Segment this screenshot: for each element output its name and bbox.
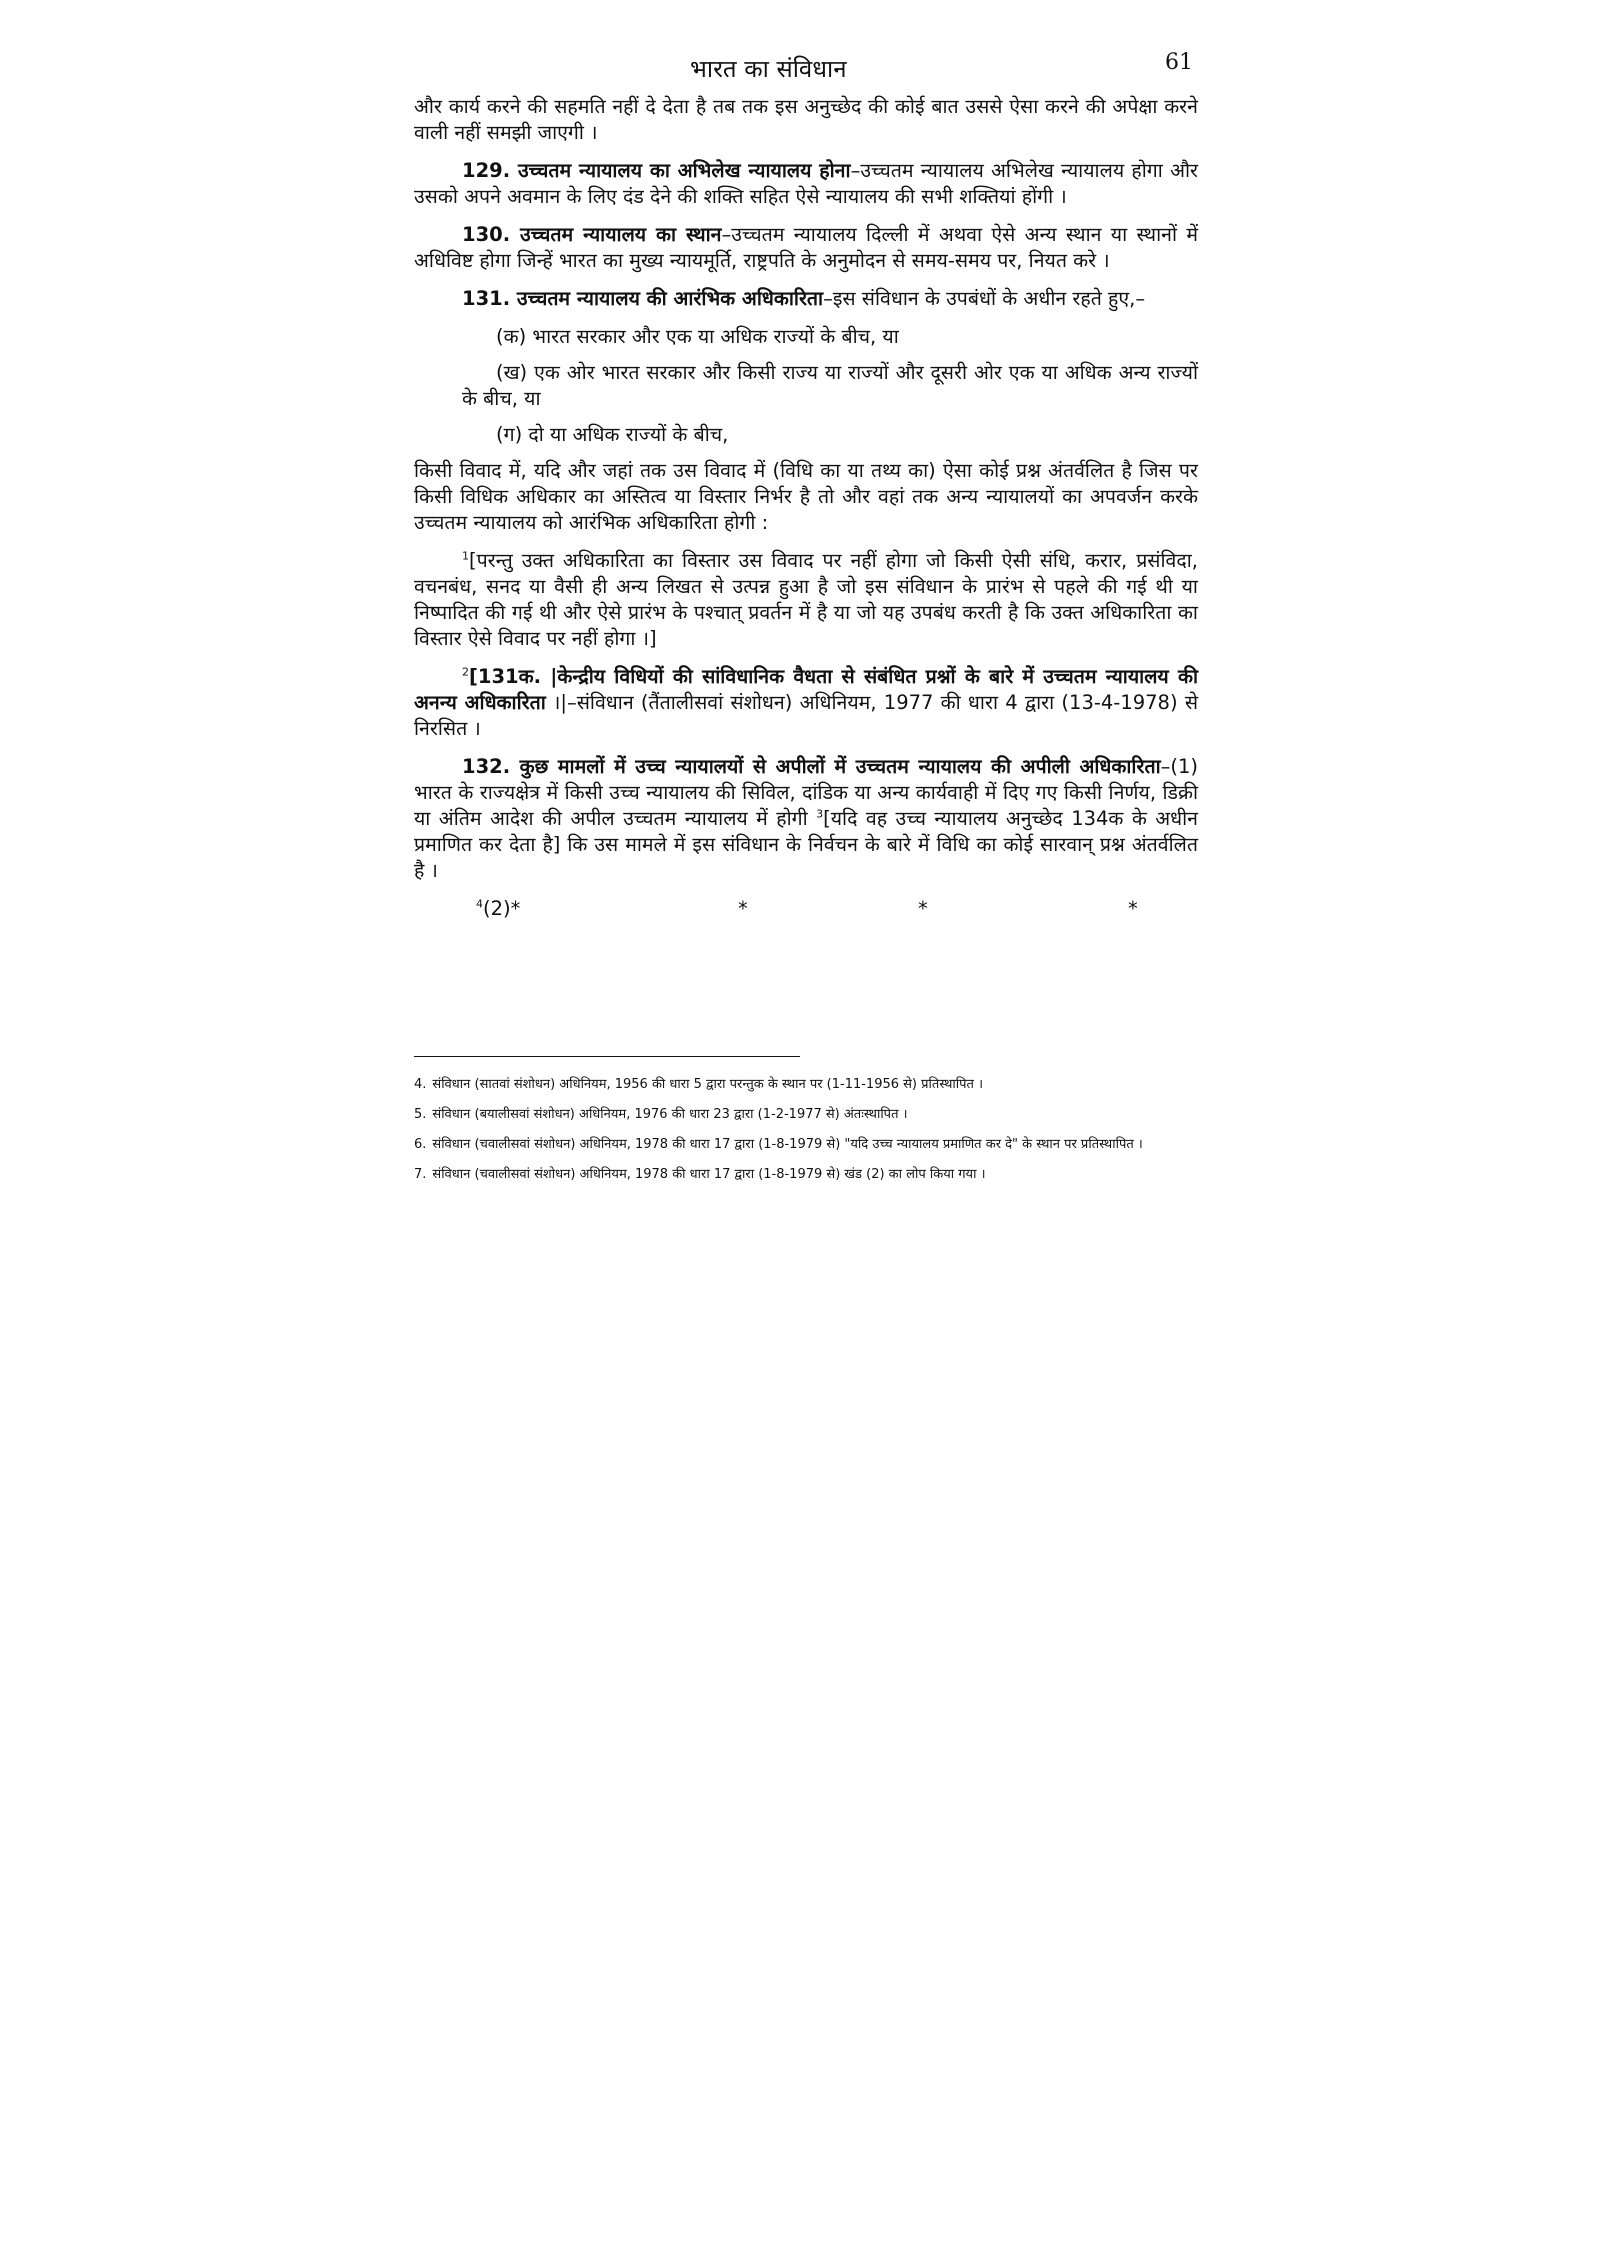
footnote: [414, 1162, 1198, 1188]
footnote-number: 6.: [414, 1137, 427, 1152]
article-131k-text: ।|–संविधान (तैंतालीसवां संशोधन) अधिनियम, 1977 की धारा 4 द्वारा (13-4-1978) से निरसित ।: [414, 691, 1198, 740]
footnote-number: 5.: [414, 1107, 427, 1122]
document-body: [414, 94, 1198, 926]
article-132: [414, 754, 1198, 884]
footnote-text: संविधान (चवालीसवां संशोधन) अधिनियम, 1978 की धारा 17 द्वारा (1-8-1979 से) खंड (2) का लोप किया गया ।: [432, 1167, 986, 1182]
article-132-text-2: [यदि वह उच्च न्यायालय अनुच्छेद 134क के अधीन प्रमाणित कर देता है] कि उस मामले में इस संविधान के निर्वचन के बारे में विधि का कोई सारवान् प्रश्न अंतर्वलित है ।: [414, 807, 1198, 882]
footnotes: [414, 1072, 1198, 1192]
footnote: [414, 1102, 1198, 1128]
footnote-text: संविधान (चवालीसवां संशोधन) अधिनियम, 1978 की धारा 17 द्वारा (1-8-1979 से) "यदि उच्च न्यायालय प्रमाणित कर दे" के स्थान पर प्रतिस्थापित ।: [432, 1137, 1143, 1152]
article-131-proviso: [414, 548, 1198, 652]
omitted-clause-line: [414, 896, 1198, 926]
article-129-heading: 129. उच्चतम न्यायालय का अभिलेख न्यायालय होना: [462, 159, 851, 182]
article-132-heading: 132. कुछ मामलों में उच्च न्यायालयों से अपीलों में उच्चतम न्यायालय की अपीली अधिकारिता: [462, 755, 1161, 778]
clause-ga: (ग) दो या अधिक राज्यों के बीच,: [496, 423, 729, 446]
footnote: [414, 1072, 1198, 1098]
article-130-heading: 130. उच्चतम न्यायालय का स्थान: [462, 223, 722, 246]
clause-kha: (ख) एक ओर भारत सरकार और किसी राज्य या राज्यों और दूसरी ओर एक या अधिक अन्य राज्यों के बीच, या: [462, 361, 1198, 410]
page-number: 61: [1165, 50, 1193, 75]
article-129: [414, 158, 1198, 210]
footnote-marker: 3: [816, 807, 824, 821]
footnote: [414, 1132, 1198, 1158]
article-131-heading: 131. उच्चतम न्यायालय की आरंभिक अधिकारिता: [462, 287, 824, 310]
footnote-marker: 4: [476, 897, 483, 911]
article-132-text-1: –(1) भारत के राज्यक्षेत्र में किसी उच्च न्यायालय की सिविल, दांडिक या अन्य कार्यवाही में दिए गए किसी निर्णय, डिक्री या अंतिम आदेश की अपील उच्चतम न्यायालय में होगी: [414, 755, 1198, 830]
footnote-number: 4.: [414, 1077, 427, 1092]
footnote-text: संविधान (बयालीसवां संशोधन) अधिनियम, 1976 की धारा 23 द्वारा (1-2-1977 से) अंतःस्थापित ।: [432, 1107, 908, 1122]
omission-star: *: [738, 897, 748, 920]
article-131: [414, 286, 1198, 312]
footnote-marker: 1: [462, 549, 469, 563]
article-131k: [414, 664, 1198, 742]
article-129-text: –उच्चतम न्यायालय अभिलेख न्यायालय होगा और उसको अपने अवमान के लिए दंड देने की शक्ति सहित ऐसे न्यायालय की सभी शक्तियां होंगी ।: [414, 159, 1199, 208]
article-130: [414, 222, 1198, 274]
article-131-tail: किसी विवाद में, यदि और जहां तक उस विवाद में (विधि का या तथ्य का) ऐसा कोई प्रश्न अंतर्वलित है जिस पर किसी विधिक अधिकार का अस्तित्व या विस्तार निर्भर है तो और वहां तक अन्य न्यायालयों का अपवर्जन करके उच्चतम न्यायालय को आरंभिक अधिकारिता होगी :: [414, 459, 1198, 534]
article-131-text: –इस संविधान के उपबंधों के अधीन रहते हुए,–: [823, 287, 1146, 310]
footnote-separator: [414, 1056, 800, 1057]
clause-ka: (क) भारत सरकार और एक या अधिक राज्यों के बीच, या: [496, 325, 899, 348]
footnote-marker: 2: [462, 665, 469, 679]
omitted-clause: [476, 896, 521, 922]
omitted-clause-label: (2)*: [483, 897, 521, 920]
article-131k-heading: [131क. |केन्द्रीय विधियों की सांविधानिक वैधता से संबंधित प्रश्नों के बारे में उच्चतम न्यायालय की अनन्य अधिकारिता: [414, 665, 1198, 714]
omission-star: *: [1128, 897, 1138, 920]
continued-paragraph: और कार्य करने की सहमति नहीं दे देता है तब तक इस अनुच्छेद की कोई बात उससे ऐसा करने की अपेक्षा करने वाली नहीं समझी जाएगी ।: [414, 95, 1198, 144]
footnote-text: संविधान (सातवां संशोधन) अधिनियम, 1956 की धारा 5 द्वारा परन्तुक के स्थान पर (1-11-1956 से) प्रतिस्थापित ।: [432, 1077, 984, 1092]
page-title: भारत का संविधान: [690, 55, 847, 83]
proviso-text: [परन्तु उक्त अधिकारिता का विस्तार उस विवाद पर नहीं होगा जो किसी ऐसी संधि, करार, प्रसंविदा, वचनबंध, सनद या वैसी ही अन्य लिखत से उत्पन्न हुआ है जो इस संविधान के प्रारंभ से पहले की गई थी या निष्पादित की गई थी और ऐसे प्रारंभ के पश्चात् प्रवर्तन में है या जो यह उपबंध करती है कि उक्त अधिकारिता का विस्तार ऐसे विवाद पर नहीं होगा ।]: [414, 549, 1198, 650]
footnote-number: 7.: [414, 1167, 427, 1182]
omission-star: *: [918, 897, 928, 920]
article-130-text: –उच्चतम न्यायालय दिल्ली में अथवा ऐसे अन्य स्थान या स्थानों में अधिविष्ट होगा जिन्हें भारत का मुख्य न्यायमूर्ति, राष्ट्रपति के अनुमोदन से समय-समय पर, नियत करे ।: [414, 223, 1198, 272]
